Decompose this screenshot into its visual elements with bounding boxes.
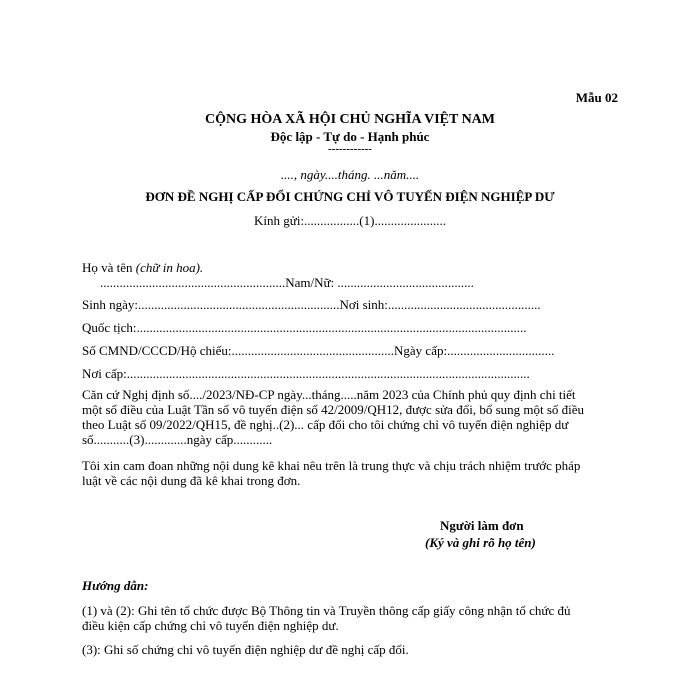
body-paragraph-1-line-4: số...........(3).............ngày cấp............ [82, 432, 273, 447]
place-of-issue-line: Nơi cấp:............................................................................................................................ [82, 366, 530, 381]
name-label-line [82, 260, 203, 276]
guidance-heading: Hướng dẫn: [82, 578, 149, 593]
nationality-line: Quốc tịch:........................................................................................................................ [82, 320, 527, 335]
recipient-line: Kính gửi:.................(1)...................... [254, 213, 446, 228]
body-paragraph-1-line-3: theo Luật số 09/2022/QH15, đề nghị..(2)... cấp đổi cho tôi chứng chỉ vô tuyến điện nghiệp dư [82, 417, 569, 432]
date-line: ...., ngày....tháng. ...năm.... [280, 167, 420, 182]
national-motto: Độc lập - Tự do - Hạnh phúc [270, 129, 430, 144]
document-title: ĐƠN ĐỀ NGHỊ CẤP ĐỔI CHỨNG CHỈ VÔ TUYẾN ĐIỆN NGHIỆP DƯ [145, 189, 555, 204]
name-label: Họ và tên [82, 260, 136, 275]
guidance-item-1-line-2: điều kiện cấp chứng chỉ vô tuyến điện nghiệp dư. [82, 618, 339, 633]
body-paragraph-1-line-2: một số điều của Luật Tần số vô tuyến điện số 42/2009/QH12, được sửa đổi, bổ sung một số điều [82, 402, 585, 417]
form-code: Mẫu 02 [575, 90, 618, 105]
body-paragraph-2-line-2: luật về các nội dung đã kê khai trong đơn. [82, 473, 301, 488]
guidance-item-1-line-1: (1) và (2): Ghi tên tổ chức được Bộ Thông tin và Truyền thông cấp giấy công nhận tổ chức đủ [82, 603, 571, 618]
signature-title: Người làm đơn [440, 518, 524, 533]
body-paragraph-2-line-1: Tôi xin cam đoan những nội dung kê khai nêu trên là trung thực và chịu trách nhiệm trước pháp [82, 458, 581, 473]
id-number-line: Số CMND/CCCD/Hộ chiếu:..................................................Ngày cấp:................................. [82, 343, 555, 358]
birth-date-line: Sinh ngày:..............................................................Nơi sinh:............................................... [82, 297, 541, 312]
guidance-item-2: (3): Ghi số chứng chỉ vô tuyến điện nghiệp dư đề nghị cấp đổi. [82, 642, 409, 657]
country-name: CỘNG HÒA XÃ HỘI CHỦ NGHĨA VIỆT NAM [204, 112, 495, 127]
signature-note: (Ký và ghi rõ họ tên) [425, 535, 536, 550]
name-gender-line: .........................................................Nam/Nữ: .......................................... [100, 275, 474, 290]
body-paragraph-1-line-1: Căn cứ Nghị định số..../2023/NĐ-CP ngày...tháng.....năm 2023 của Chính phủ quy định chi tiết [82, 387, 576, 402]
name-note: (chữ in hoa). [135, 260, 204, 275]
header-separator: ------------ [328, 143, 372, 155]
